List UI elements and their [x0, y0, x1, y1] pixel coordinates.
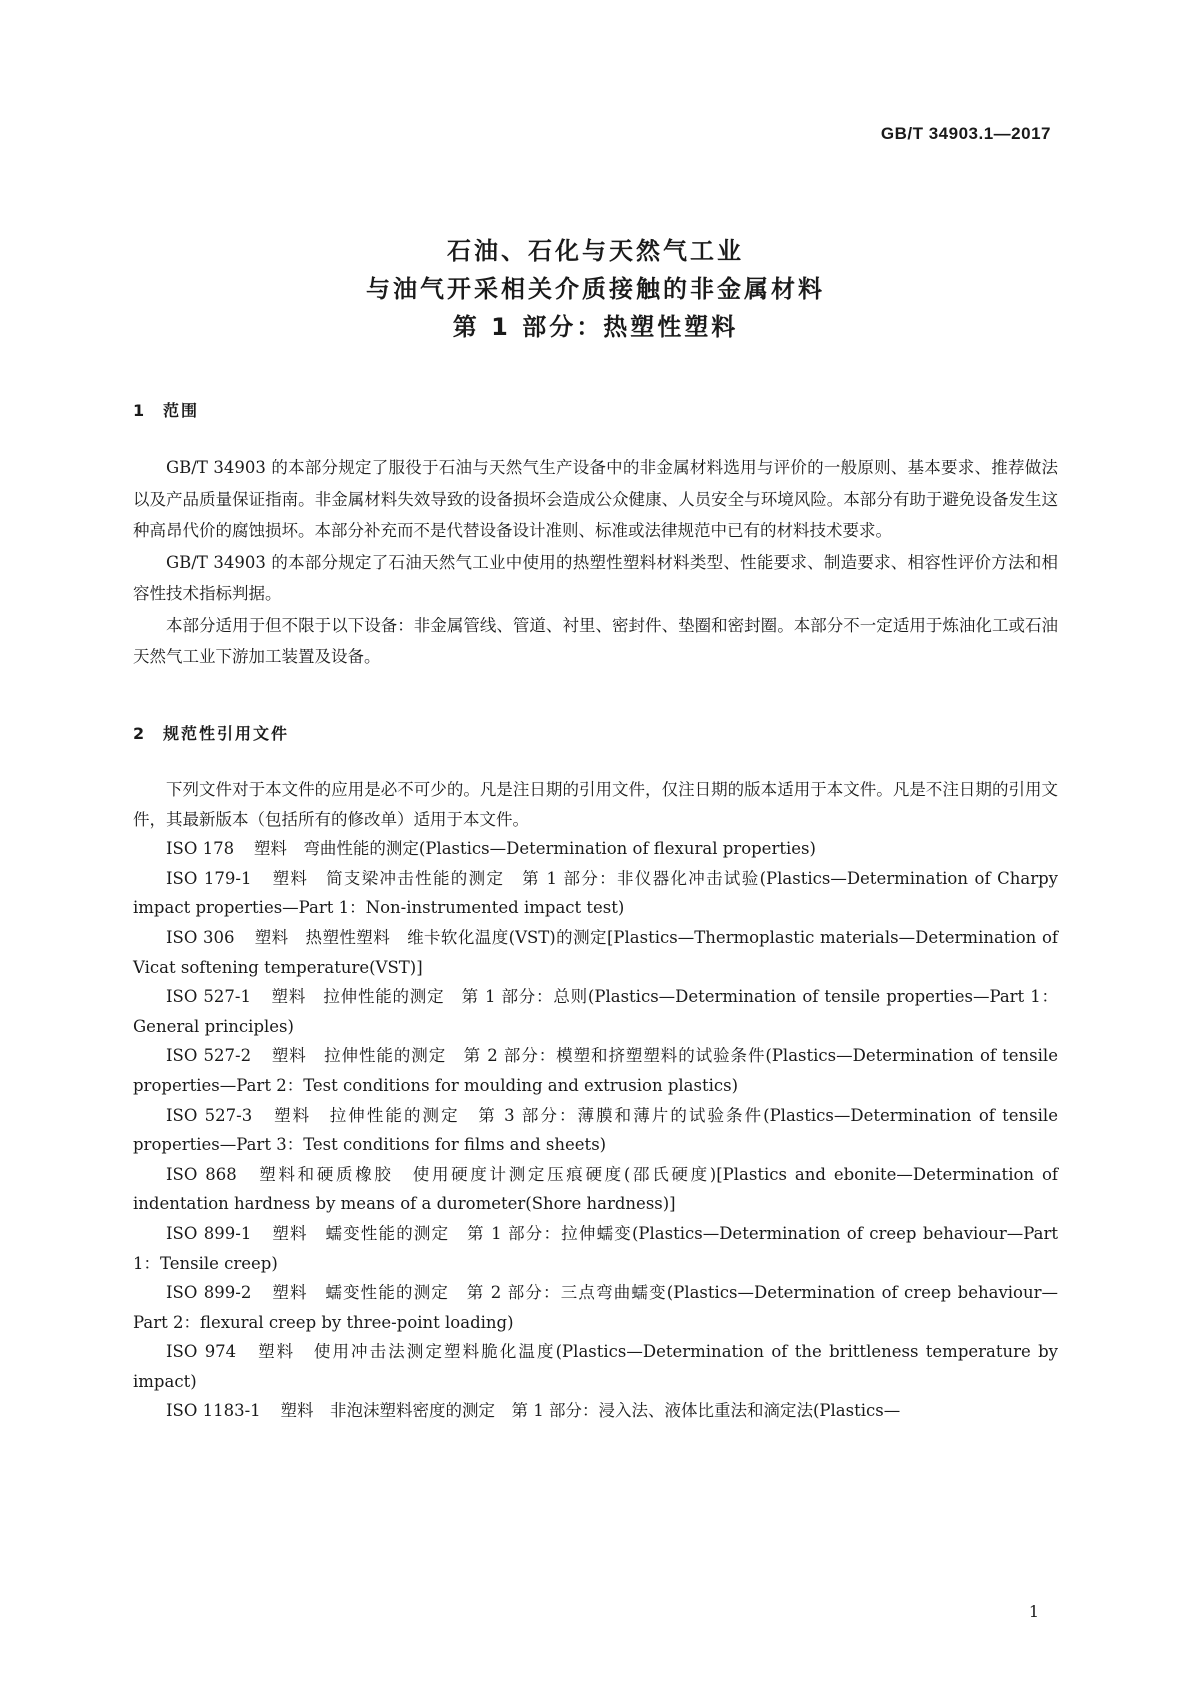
section-title: 规范性引用文件: [163, 724, 290, 743]
reference-item: [133, 923, 1058, 982]
page-number: 1: [1028, 1602, 1039, 1621]
reference-title-en: (Plastics—Determination of creep behaviour—Part 2：flexural creep by three-point loading): [133, 1283, 1059, 1332]
reference-code: ISO 527-3: [166, 1105, 253, 1125]
title-line-2: 与油气开采相关介质接触的非金属材料: [366, 275, 825, 303]
section-heading-scope: [133, 398, 199, 421]
reference-title-cn: 塑料和硬质橡胶 使用硬度计测定压痕硬度(邵氏硬度): [256, 1164, 717, 1184]
section-heading-normative-references: [133, 721, 289, 744]
reference-title-cn: 塑料 弯曲性能的测定: [253, 839, 419, 859]
reference-title-en: (Plastics—Determination of creep behaviour—Part 1：Tensile creep): [133, 1223, 1058, 1273]
section-references-body: [133, 775, 1058, 1426]
reference-title-en: (Plastics—Determination of tensile properties—Part 2：Test conditions for moulding and extrusion plastics): [133, 1046, 1058, 1095]
reference-code: ISO 527-1: [166, 987, 251, 1007]
reference-code: ISO 306: [166, 927, 235, 947]
reference-item: [133, 1219, 1058, 1278]
section-number: 1: [133, 401, 147, 420]
reference-title-en: (Plastics—Determination of flexural properties): [418, 839, 816, 859]
title-line-1: 石油、石化与天然气工业: [447, 237, 744, 265]
reference-code: ISO 868: [166, 1164, 237, 1184]
reference-code: ISO 527-2: [166, 1046, 252, 1066]
reference-title-en: (Plastics—Determination of the brittleness temperature by impact): [133, 1342, 1059, 1391]
document-title: [0, 232, 1191, 346]
paragraph: GB/T 34903 的本部分规定了石油天然气工业中使用的热塑性塑料材料类型、性能要求、制造要求、相容性评价方法和相容性技术指标判据。: [133, 552, 1058, 603]
reference-item: [133, 1396, 1058, 1426]
reference-list: [133, 834, 1058, 1426]
reference-item: [133, 834, 1058, 864]
reference-title-cn: 塑料 拉伸性能的测定 第 3 部分：薄膜和薄片的试验条件: [272, 1105, 764, 1125]
reference-title-cn: 塑料 简支梁冲击性能的测定 第 1 部分：非仪器化冲击试验: [271, 868, 760, 888]
section-number: 2: [133, 724, 147, 743]
reference-title-cn: 塑料 拉伸性能的测定 第 2 部分：模塑和挤塑塑料的试验条件: [270, 1046, 766, 1066]
reference-title-cn: 塑料 热塑性塑料 维卡软化温度(VST)的测定: [254, 927, 607, 947]
reference-code: ISO 1183-1: [166, 1401, 261, 1421]
reference-code: ISO 974: [166, 1342, 237, 1362]
reference-item: [133, 1160, 1058, 1219]
reference-item: [133, 1041, 1058, 1100]
reference-code: ISO 178: [166, 839, 235, 859]
paragraph: 本部分适用于但不限于以下设备：非金属管线、管道、衬里、密封件、垫圈和密封圈。本部分不一定适用于炼油化工或石油天然气工业下游加工装置及设备。: [133, 615, 1058, 666]
reference-code: ISO 899-2: [166, 1283, 252, 1303]
reference-title-cn: 塑料 蠕变性能的测定 第 2 部分：三点弯曲蠕变: [271, 1283, 667, 1303]
reference-item: [133, 1101, 1058, 1160]
reference-title-en: (Plastics—: [812, 1401, 901, 1421]
reference-title-cn: 塑料 蠕变性能的测定 第 1 部分：拉伸蠕变: [271, 1223, 632, 1243]
reference-item: [133, 1278, 1058, 1337]
reference-item: [133, 982, 1058, 1041]
reference-title-en: (Plastics—Determination of Charpy impact properties—Part 1：Non-instrumented impact test): [133, 868, 1058, 918]
reference-title-cn: 塑料 拉伸性能的测定 第 1 部分：总则: [270, 987, 588, 1007]
reference-title-en: [Plastics and ebonite—Determination of indentation hardness by means of a durometer(Shore hardness)]: [133, 1164, 1059, 1214]
standard-code: GB/T 34903.1—2017: [880, 124, 1051, 143]
reference-title-cn: 塑料 使用冲击法测定塑料脆化温度: [255, 1342, 556, 1362]
paragraph: GB/T 34903 的本部分规定了服役于石油与天然气生产设备中的非金属材料选用与评价的一般原则、基本要求、推荐做法以及产品质量保证指南。非金属材料失效导致的设备损坏会造成公众健康、人员安全与环境风险。本部分有助于避免设备发生这种高昂代价的腐蚀损坏。本部分补充而不是代替设备设计准则、标准或法律规范中已有的材料技术要求。: [133, 458, 1058, 540]
reference-title-cn: 塑料 非泡沫塑料密度的测定 第 1 部分：浸入法、液体比重法和滴定法: [280, 1401, 813, 1421]
reference-item: [133, 1337, 1058, 1396]
title-line-3: 第 1 部分：热塑性塑料: [452, 313, 739, 341]
section-title: 范围: [163, 401, 200, 420]
references-intro: 下列文件对于本文件的应用是必不可少的。凡是注日期的引用文件，仅注日期的版本适用于本文件。凡是不注日期的引用文件，其最新版本（包括所有的修改单）适用于本文件。: [133, 780, 1058, 829]
reference-title-en: (Plastics—Determination of tensile properties—Part 1：General principles): [133, 987, 1058, 1036]
reference-code: ISO 899-1: [166, 1223, 252, 1243]
reference-item: [133, 864, 1058, 923]
reference-title-en: [Plastics—Thermoplastic materials—Determination of Vicat softening temperature(VST)]: [133, 927, 1058, 977]
reference-code: ISO 179-1: [166, 868, 252, 888]
reference-title-en: (Plastics—Determination of tensile properties—Part 3：Test conditions for films and sheets): [133, 1105, 1058, 1155]
section-scope-body: [133, 452, 1058, 673]
